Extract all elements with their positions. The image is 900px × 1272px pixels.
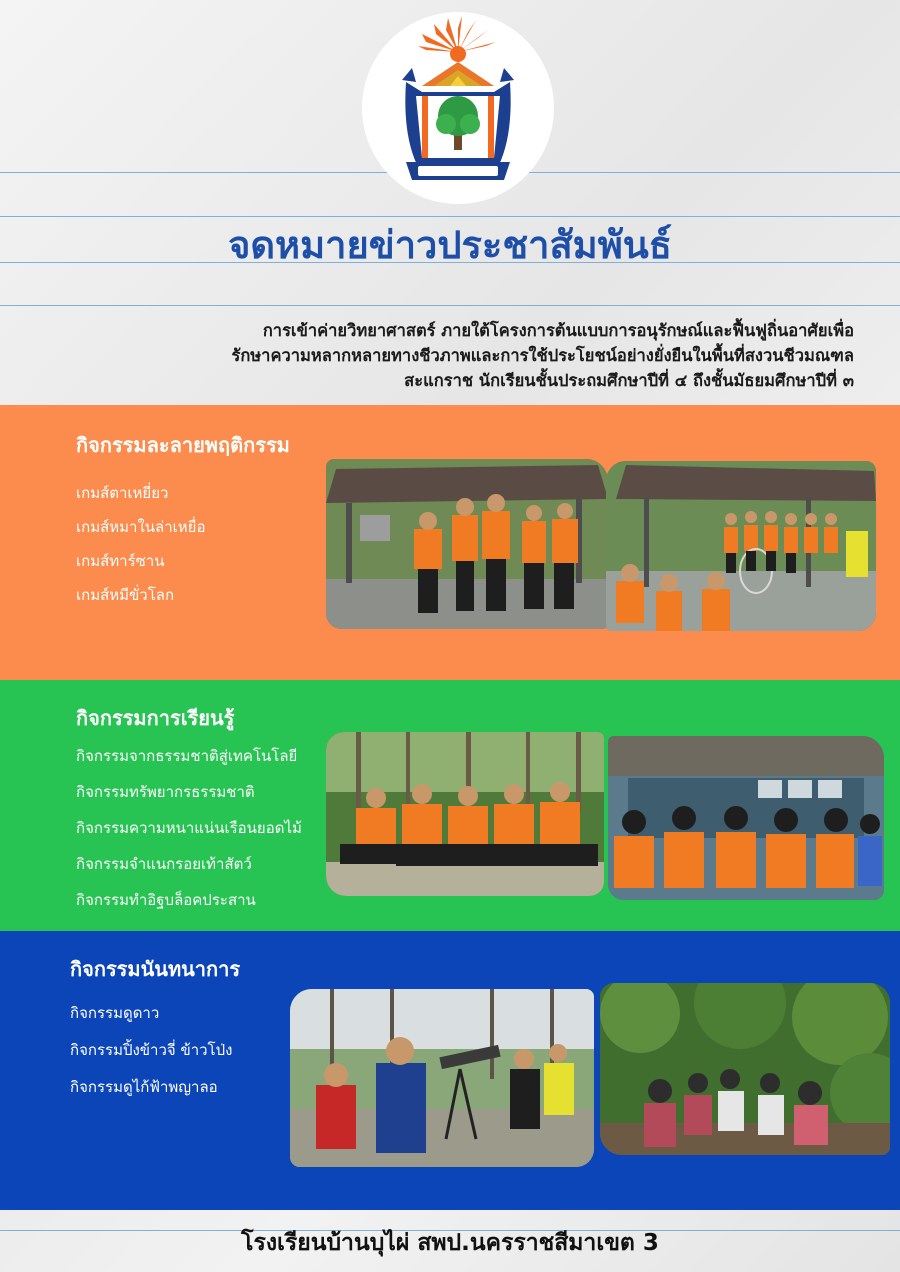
list-item: กิจกรรมดูดาว	[70, 1004, 160, 1022]
newsletter-title: จดหมายข่าวประชาสัมพันธ์	[228, 223, 672, 267]
list-item: เกมส์หมีขั่วโลก	[76, 586, 175, 604]
section-learning	[0, 680, 900, 931]
list-item: กิจกรรมจากธรรมชาติสู่เทคโนโลยี	[76, 747, 298, 765]
photo-students-hoop-game	[606, 461, 876, 631]
intro-line: สะแกราช นักเรียนชั้นประถมศึกษาปีที่ ๔ ถึงชั้นมัธยมศึกษาปีที่ ๓	[404, 371, 854, 390]
section-title: กิจกรรมละลายพฤติกรรม	[76, 433, 290, 457]
intro-line: รักษาความหลากหลายทางชีวภาพและการใช้ประโยชน์อย่างยั่งยืนในพื้นที่สงวนชีวมณฑล	[231, 346, 854, 365]
school-footer: โรงเรียนบ้านบุไผ่ สพป.นครราชสีมาเขต 3	[241, 1230, 659, 1256]
photo-students-binoculars-forest	[326, 732, 604, 896]
list-item: เกมส์ตาเหยี่ยว	[76, 484, 169, 502]
section-title: กิจกรรมการเรียนรู้	[76, 706, 235, 730]
activity-list	[76, 744, 302, 924]
list-item: เกมส์ทาร์ซาน	[76, 552, 165, 570]
ruled-line	[0, 305, 900, 306]
list-item: เกมส์หมาในล่าเหยื่อ	[76, 518, 206, 536]
photo-students-game-pavilion	[326, 459, 608, 629]
photo-students-exhibition-hall	[608, 736, 884, 900]
list-item: กิจกรรมดูไก้ฟ้าพญาลอ	[70, 1078, 218, 1096]
list-item: กิจกรรมความหนาแน่นเรือนยอดไม้	[76, 819, 302, 837]
list-item: กิจกรรมทรัพยากรธรรมชาติ	[76, 783, 255, 801]
school-logo	[362, 12, 554, 204]
activity-list	[76, 481, 205, 617]
section-recreation	[0, 931, 900, 1210]
list-item: กิจกรรมจำแนกรอยเท้าสัตว์	[76, 855, 252, 873]
school-emblem-icon	[362, 12, 554, 204]
intro-line: การเข้าค่ายวิทยาศาสตร์ ภายใต้โครงการต้นแบบการอนุรักษณ์และฟื้นฟูถิ่นอาศัยเพื่อ	[262, 321, 854, 340]
photo-students-forest-trail	[600, 983, 890, 1155]
list-item: กิจกรรมปิ้งข้าวจี่ ข้าวโป่ง	[70, 1041, 233, 1059]
activity-list	[70, 1001, 232, 1112]
section-title: กิจกรรมนันทนาการ	[70, 957, 241, 981]
intro-paragraph	[100, 318, 854, 393]
photo-students-telescope	[290, 989, 594, 1167]
section-ice-breaking	[0, 405, 900, 680]
list-item: กิจกรรมทำอิฐบล็อคประสาน	[76, 891, 256, 909]
